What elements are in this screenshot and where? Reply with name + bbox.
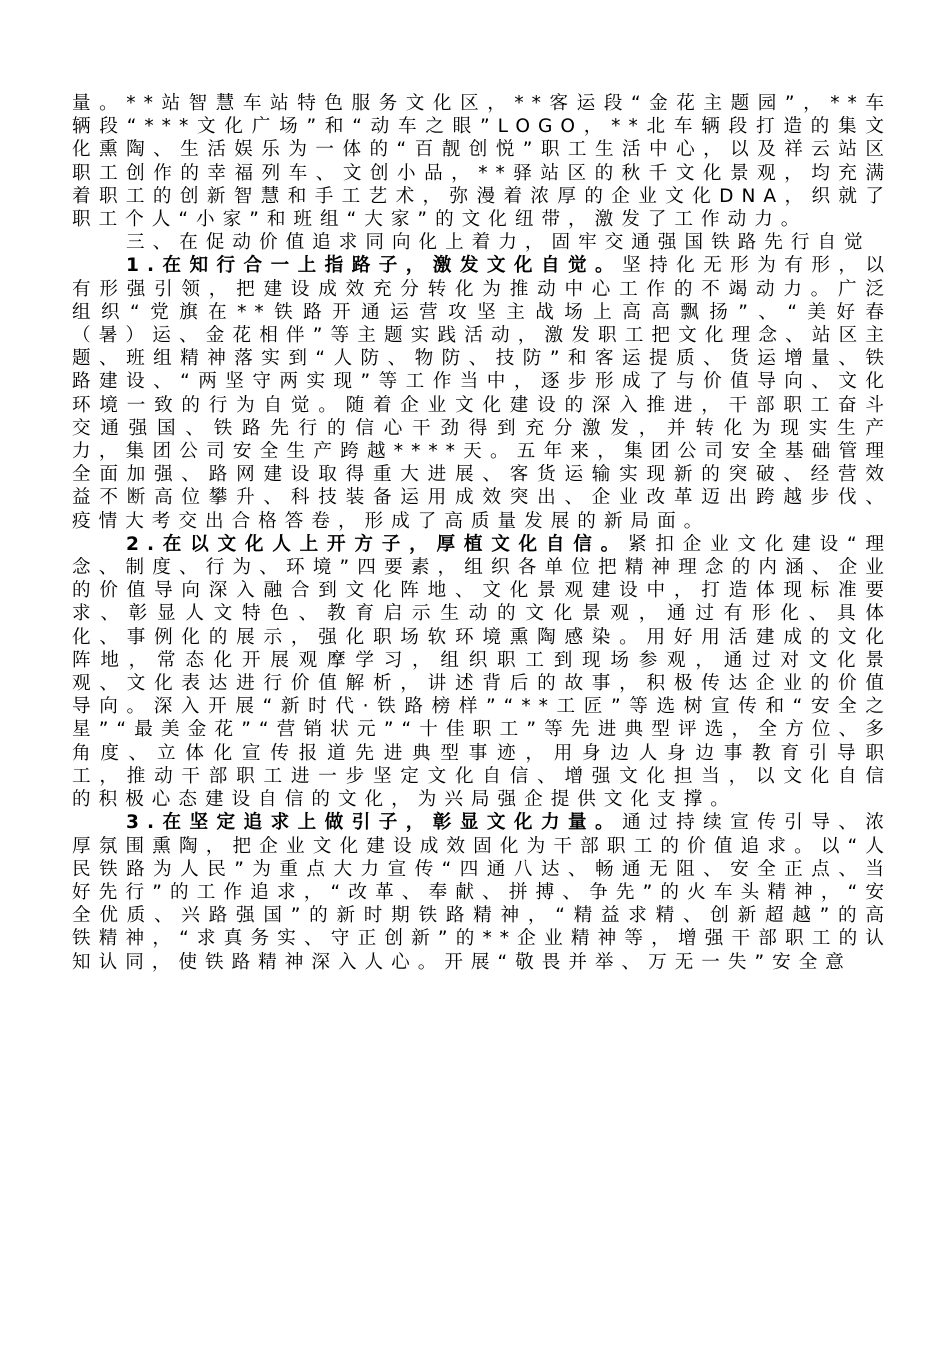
paragraph-item-3 bbox=[72, 811, 892, 973]
paragraph-item-1 bbox=[72, 254, 892, 532]
document-page bbox=[72, 92, 892, 974]
item-1-heading: 1.在知行合一上指路子，激发文化自觉。 bbox=[126, 255, 623, 277]
item-1-body: 坚持化无形为有形，以有形强引领，把建设成效充分转化为推动中心工作的不竭动力。广泛组织“党旗在**铁路开通运营攻坚主战场上高高飘扬”、“美好春（暑）运、金花相伴”等主题实践活动，激发职工把文化理念、站区主题、班组精神落实到“人防、物防、技防”和客运提质、货运增量、铁路建设、“两坚守两实现”等工作当中，逐步形成了与价值导向、文化环境一致的行为自觉。随着企业文化建设的深入推进，干部职工奋斗交通强国、铁路先行的信心干劲得到充分激发，并转化为现实生产力，集团公司安全生产跨越****天。五年来，集团公司安全基础管理全面加强、路网建设取得重大进展、客货运输实现新的突破、经营效益不断高位攀升、科技装备运用成效突出、企业改革迈出跨越步伐、疫情大考交出合格答卷，形成了高质量发展的新局面。 bbox=[72, 255, 892, 532]
item-3-body: 通过持续宣传引导、浓厚氛围熏陶，把企业文化建设成效固化为干部职工的价值追求。以“人民铁路为人民”为重点大力宣传“四通八达、畅通无阻、安全正点、当好先行”的工作追求，“改革、奉献、拼搏、争先”的火车头精神，“安全优质、兴路强国”的新时期铁路精神，“精益求精、创新超越”的高铁精神，“求真务实、守正创新”的**企业精神等，增强干部职工的认知认同，使铁路精神深入人心。开展“敬畏并举、万无一失”安全意 bbox=[72, 812, 892, 973]
item-2-heading: 2.在以文化人上开方子，厚植文化自信。 bbox=[126, 533, 629, 555]
item-3-heading: 3.在坚定追求上做引子，彰显文化力量。 bbox=[126, 812, 623, 834]
paragraph-item-2 bbox=[72, 533, 892, 811]
paragraph-intro: 量。**站智慧车站特色服务文化区，**客运段“金花主题园”，**车辆段“***文化广场”和“动车之眼”LOGO，**北车辆段打造的集文化熏陶、生活娱乐为一体的“百靓创悦”职工生活中心，以及祥云站区职工创作的幸福列车、文创小品，**驿站区的秋千文化景观，均充满着职工的创新智慧和手工艺术，弥漫着浓厚的企业文化DNA，织就了职工个人“小家”和班组“大家”的文化纽带，激发了工作动力。 bbox=[72, 93, 892, 231]
item-2-body: 紧扣企业文化建设“理念、制度、行为、环境”四要素，组织各单位把精神理念的内涵、企业的价值导向深入融合到文化阵地、文化景观建设中，打造体现标准要求、彰显人文特色、教育启示生动的文化景观，通过有形化、具体化、事例化的展示，强化职场软环境熏陶感染。用好用活建成的文化阵地，常态化开展观摩学习，组织职工到现场参观，通过对文化景观、文化表达进行价值解析，讲述背后的故事，积极传达企业的价值导向。深入开展“新时代·铁路榜样”“**工匠”等选树宣传和“安全之星”“最美金花”“营销状元”“十佳职工”等先进典型评选，全方位、多角度、立体化宣传报道先进典型事迹，用身边人身边事教育引导职工，推动干部职工进一步坚定文化自信、增强文化担当，以文化自信的积极心态建设自信的文化，为兴局强企提供文化支撑。 bbox=[72, 533, 892, 811]
section-heading-3: 三、在促动价值追求同向化上着力，固牢交通强国铁路先行自觉 bbox=[126, 232, 871, 254]
